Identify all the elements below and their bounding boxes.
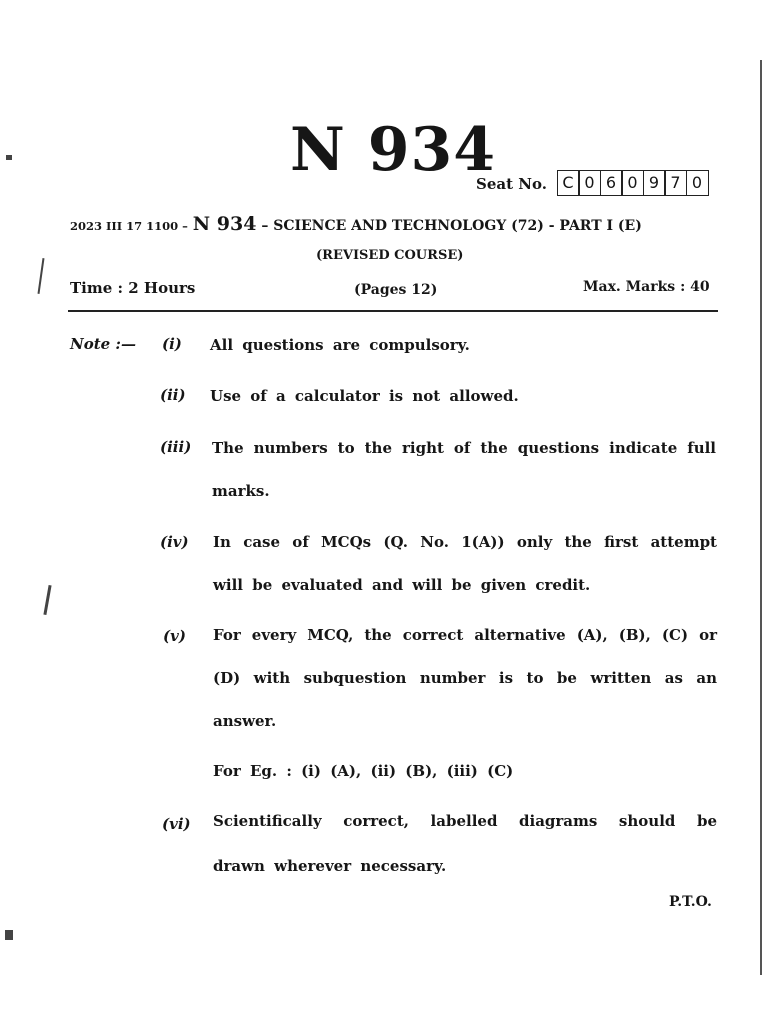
note-text: will be evaluated and will be given credit.: [213, 576, 591, 594]
subject-title: – SCIENCE AND TECHNOLOGY (72) - PART I (E): [261, 218, 642, 234]
note-text: marks.: [212, 482, 270, 500]
seat-digit: 0: [621, 170, 644, 196]
seat-digit: 9: [643, 170, 666, 196]
note-number: (iv): [160, 533, 189, 551]
exam-code-prefix: 2023 III 17 1100 –: [70, 219, 188, 233]
please-turn-over: P.T.O.: [669, 894, 712, 910]
note-number: (vi): [162, 815, 191, 833]
header-divider: [68, 310, 718, 312]
note-text: (D) with subquestion number is to be written as an: [213, 669, 717, 687]
time-allowed: Time : 2 Hours: [70, 279, 196, 297]
note-number: (ii): [160, 386, 186, 404]
note-text: For every MCQ, the correct alternative (A), (B), (C) or: [213, 626, 717, 644]
page-count: (Pages 12): [354, 282, 438, 298]
exam-code: N 934: [192, 213, 257, 235]
seat-digit: 0: [686, 170, 709, 196]
note-number: (v): [163, 627, 186, 645]
note-number: (iii): [160, 438, 192, 456]
seat-number-boxes: [558, 170, 709, 196]
seat-digit: 6: [600, 170, 623, 196]
seat-digit: 7: [664, 170, 687, 196]
seat-number-label: Seat No.: [476, 175, 547, 193]
note-text: The numbers to the right of the questions indicate full: [212, 439, 716, 457]
note-example: For Eg. : (i) (A), (ii) (B), (iii) (C): [213, 762, 514, 780]
scan-speck: [43, 585, 51, 615]
note-text: In case of MCQs (Q. No. 1(A)) only the first attempt: [213, 533, 717, 551]
scan-speck: [6, 155, 12, 160]
scan-speck: [5, 930, 13, 940]
note-text: answer.: [213, 712, 277, 730]
note-text: Use of a calculator is not allowed.: [210, 387, 519, 405]
max-marks: Max. Marks : 40: [583, 279, 710, 295]
note-text: drawn wherever necessary.: [213, 857, 447, 875]
subject-line: [70, 213, 642, 235]
paper-code: N 934: [290, 115, 496, 185]
course-label: (REVISED COURSE): [316, 248, 464, 263]
seat-digit: 0: [578, 170, 601, 196]
note-label: Note :—: [70, 335, 136, 353]
note-number: (i): [162, 335, 182, 353]
seat-digit: C: [557, 170, 580, 196]
note-text: All questions are compulsory.: [210, 336, 470, 354]
scan-edge-line: [760, 60, 762, 975]
scan-speck: [38, 258, 45, 294]
note-text: Scientifically correct, labelled diagrams should be: [213, 812, 717, 830]
